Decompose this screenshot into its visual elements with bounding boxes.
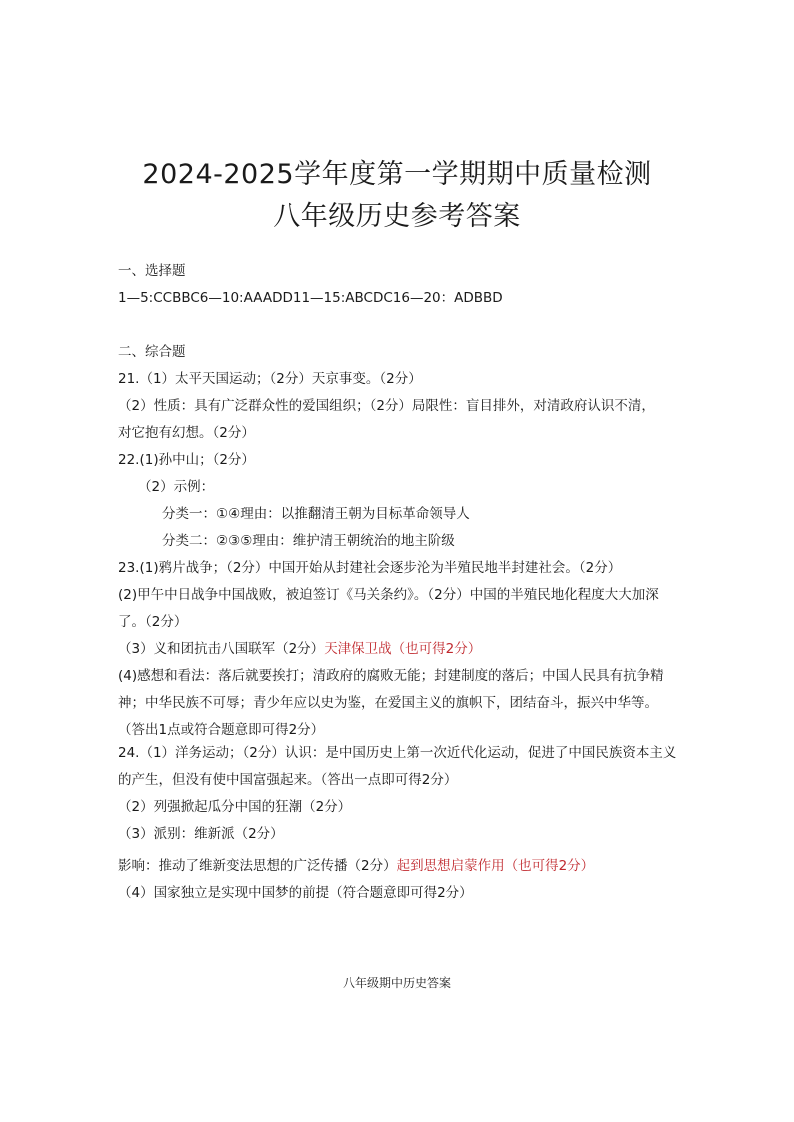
q22-part2-class1: 分类一：①④理由：以推翻清王朝为目标革命领导人	[162, 506, 470, 522]
section-multiple-choice-heading: 一、选择题	[118, 263, 186, 279]
q24-part3-impact	[118, 857, 594, 875]
doc-title: 2024-2025学年度第一学期期中质量检测	[142, 159, 652, 190]
q23-part4-line2: 神；中华民族不可辱；青少年应以史为鉴，在爱国主义的旗帜下，团结奋斗，振兴中华等。	[118, 695, 658, 711]
q24-part1-line1: 24.（1）洋务运动；（2分）认识：是中国历史上第一次近代化运动，促进了中国民族资本主义	[118, 745, 677, 761]
q23-part2-line1: (2)甲午中日战争中国战败，被迫签订《马关条约》。（2分）中国的半殖民地化程度大大加深	[118, 587, 659, 603]
q24-part3-alt-answer: 起到思想启蒙作用（也可得2分）	[396, 858, 595, 874]
doc-subtitle: 八年级历史参考答案	[273, 201, 521, 232]
q23-part3-alt-answer: 天津保卫战（也可得2分）	[324, 641, 482, 657]
page-footer: 八年级期中历史答案	[342, 976, 451, 990]
q23-part2-line2: 了。（2分）	[118, 614, 188, 630]
section-comprehensive-heading: 二、综合题	[118, 344, 186, 360]
q22-part1: 22.(1)孙中山；（2分）	[118, 452, 255, 468]
q23-part4-line1: (4)感想和看法：落后就要挨打；清政府的腐败无能；封建制度的落后；中国人民具有抗争精	[118, 668, 664, 684]
q23-part3-answer: （3）义和团抗击八国联军（2分）	[118, 641, 325, 657]
q24-part3-impact-answer: 影响：推动了维新变法思想的广泛传播（2分）	[118, 858, 397, 874]
q23-part3	[118, 640, 481, 658]
q24-part3: （3）派别：维新派（2分）	[118, 826, 284, 842]
multiple-choice-answers: 1—5:CCBBC6—10:AAADD11—15:ABCDC16—20：ADBBD	[118, 290, 503, 306]
q22-part2-class2: 分类二：②③⑤理由：维护清王朝统治的地主阶级	[162, 533, 455, 549]
q24-part4: （4）国家独立是实现中国梦的前提（符合题意即可得2分）	[118, 885, 473, 901]
q24-part2: （2）列强掀起瓜分中国的狂潮（2分）	[118, 799, 352, 815]
q21-part2-line2: 对它抱有幻想。（2分）	[118, 425, 255, 441]
q21-part1: 21.（1）太平天国运动；（2分）天京事变。（2分）	[118, 371, 422, 387]
q24-part1-line2: 的产生，但没有使中国富强起来。（答出一点即可得2分）	[118, 772, 458, 788]
q21-part2-line1: （2）性质：具有广泛群众性的爱国组织；（2分）局限性：盲目排外，对清政府认识不清，	[118, 398, 655, 414]
q23-part4-line3: （答出1点或符合题意即可得2分）	[118, 722, 325, 738]
q23-part1: 23.(1)鸦片战争；（2分）中国开始从封建社会逐步沦为半殖民地半封建社会。（2分）	[118, 560, 622, 576]
q22-part2: （2）示例：	[138, 479, 215, 495]
